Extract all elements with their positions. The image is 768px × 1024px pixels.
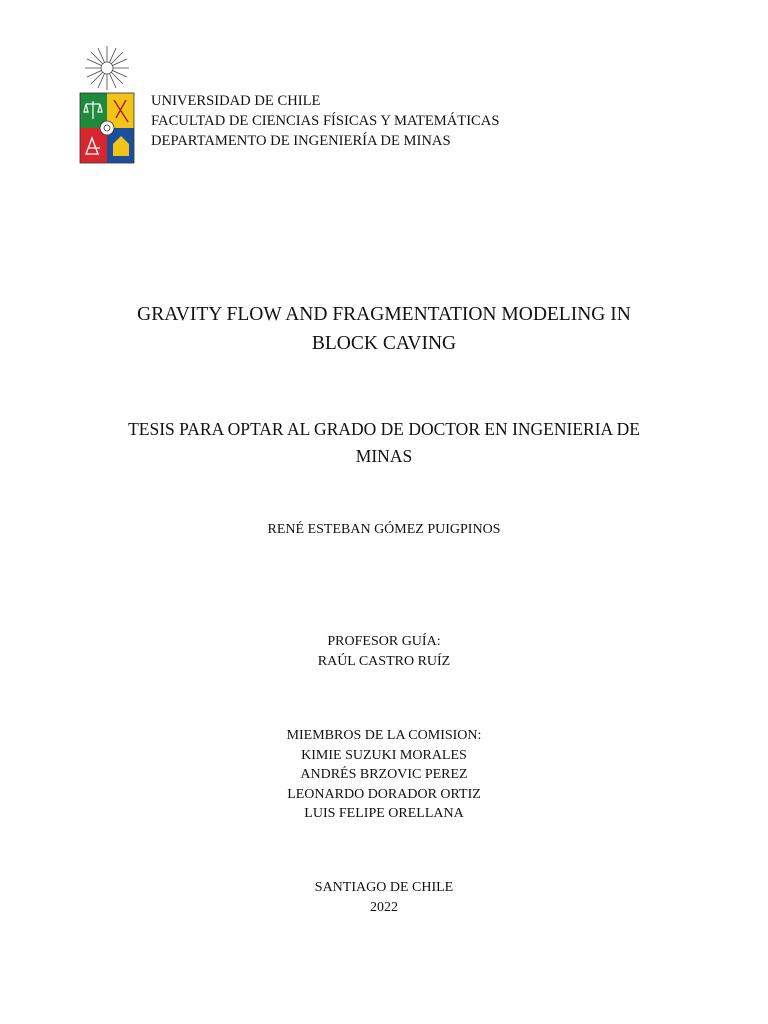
committee-member: LUIS FELIPE ORELLANA xyxy=(304,806,464,821)
degree-statement-line-1: TESIS PARA OPTAR AL GRADO DE DOCTOR EN INGENIERIA DE xyxy=(128,419,640,439)
committee-member: ANDRÉS BRZOVIC PEREZ xyxy=(300,767,468,782)
committee-label: MIEMBROS DE LA COMISION: xyxy=(286,728,482,743)
thesis-title xyxy=(0,300,768,358)
place-and-date xyxy=(0,878,768,918)
advisor-block xyxy=(0,632,768,672)
thesis-title-line-1: GRAVITY FLOW AND FRAGMENTATION MODELING IN xyxy=(137,304,631,325)
degree-statement xyxy=(0,416,768,470)
faculty-name: FACULTAD DE CIENCIAS FÍSICAS Y MATEMÁTICAS xyxy=(151,113,500,129)
committee-block xyxy=(0,726,768,824)
university-name: UNIVERSIDAD DE CHILE xyxy=(151,93,321,109)
university-of-chile-crest-icon xyxy=(78,44,136,166)
year: 2022 xyxy=(370,900,398,915)
degree-statement-line-2: MINAS xyxy=(355,446,413,466)
institution-header xyxy=(151,91,499,151)
department-name: DEPARTAMENTO DE INGENIERÍA DE MINAS xyxy=(151,133,451,149)
advisor-name: RAÚL CASTRO RUÍZ xyxy=(317,654,451,669)
author-name: RENÉ ESTEBAN GÓMEZ PUIGPINOS xyxy=(267,522,501,537)
advisor-label: PROFESOR GUÍA: xyxy=(327,634,441,649)
city: SANTIAGO DE CHILE xyxy=(314,880,454,895)
committee-member: KIMIE SUZUKI MORALES xyxy=(301,747,467,763)
committee-member: LEONARDO DORADOR ORTIZ xyxy=(287,786,481,802)
thesis-title-line-2: BLOCK CAVING xyxy=(311,333,457,354)
